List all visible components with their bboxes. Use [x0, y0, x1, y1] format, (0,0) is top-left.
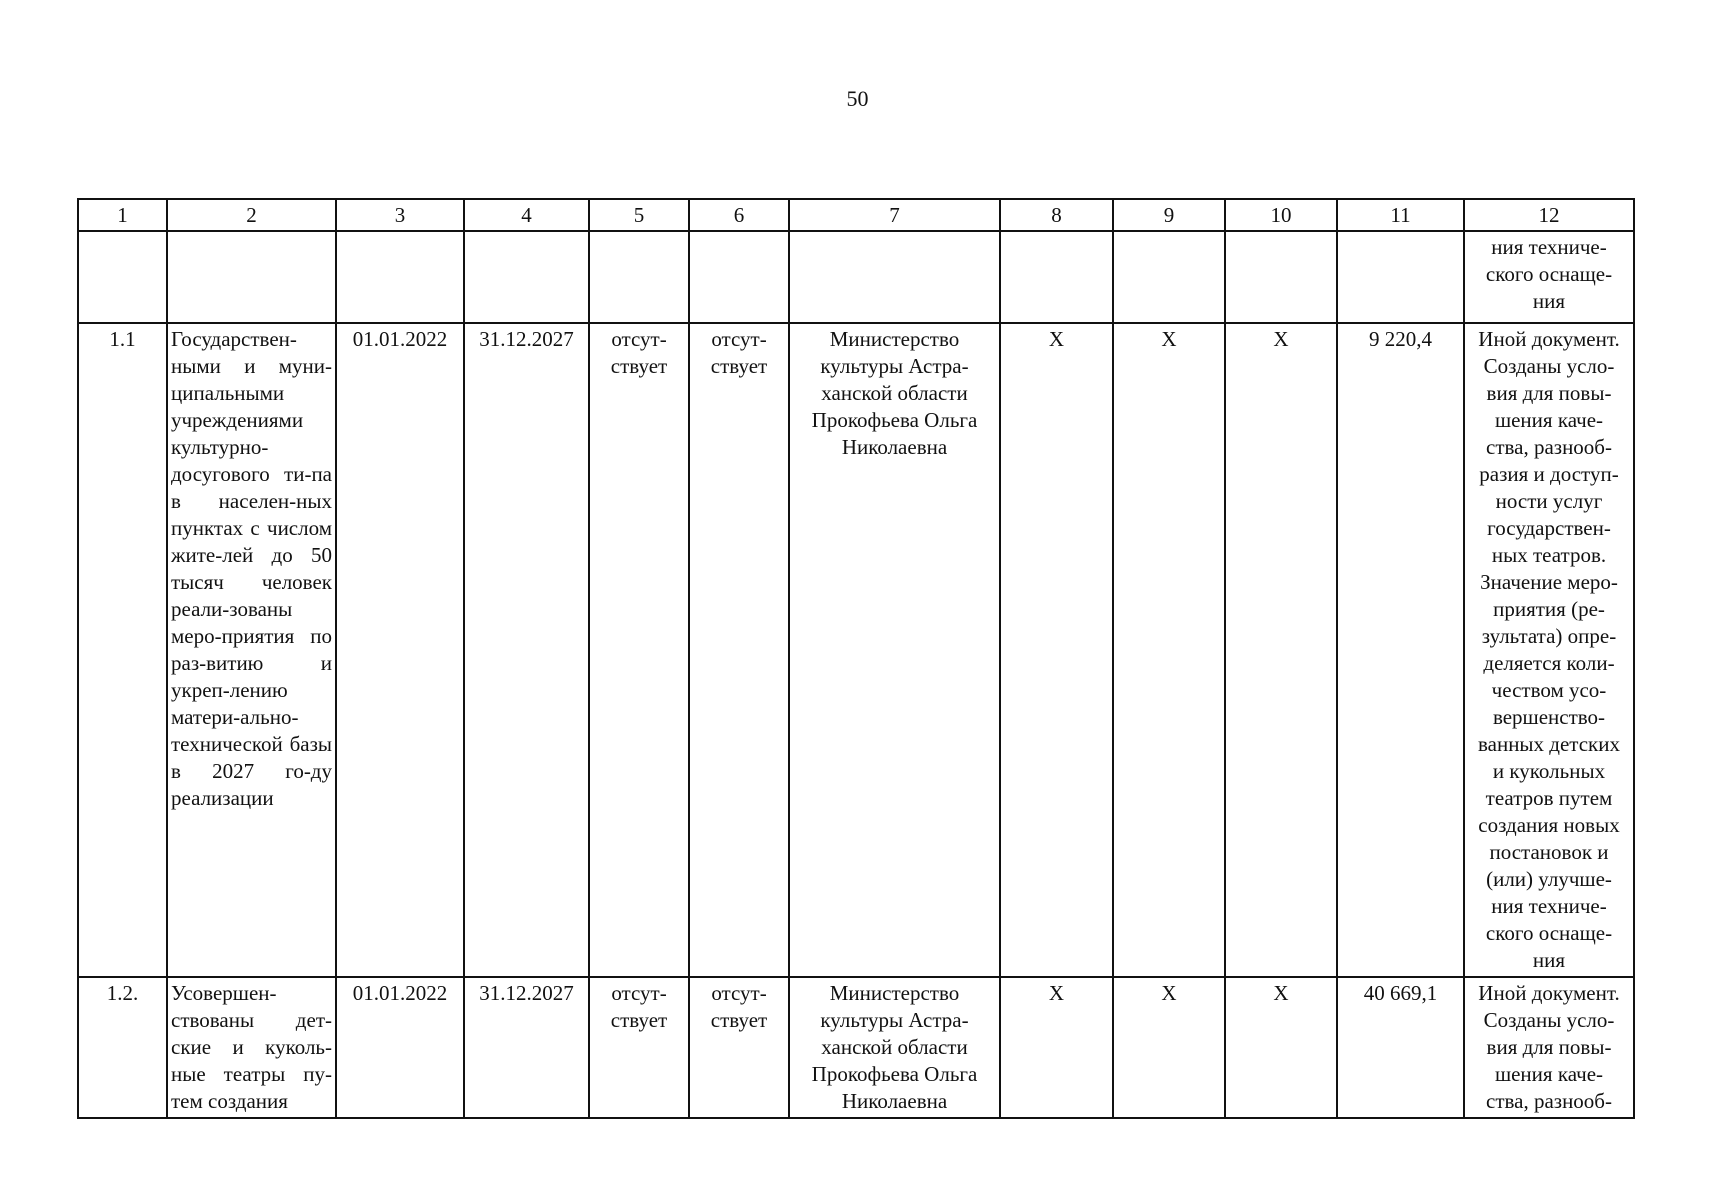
column-header: 8 [1000, 199, 1113, 231]
table-cell: отсут- ствует [689, 977, 789, 1118]
table-cell: Х [1000, 323, 1113, 977]
column-header: 4 [464, 199, 589, 231]
column-header: 10 [1225, 199, 1337, 231]
table-header-row [78, 199, 1634, 231]
end-date-cell: 31.12.2027 [464, 323, 589, 977]
column-header: 1 [78, 199, 167, 231]
column-header: 2 [167, 199, 336, 231]
result-description-cell: Иной документ. Созданы усло- вия для повы- шения каче- ства, разнооб- [1464, 977, 1634, 1118]
start-date-cell: 01.01.2022 [336, 977, 464, 1118]
responsible-cell: Министерство культуры Астра- ханской области Прокофьева Ольга Николаевна [789, 323, 1000, 977]
table-cell [1113, 231, 1225, 323]
item-number-cell: 1.2. [78, 977, 167, 1118]
item-name-cell: Усовершен-ствованы дет-ские и куколь-ные театры пу-тем создания [167, 977, 336, 1118]
column-header: 7 [789, 199, 1000, 231]
table-cell: Х [1000, 977, 1113, 1118]
result-description-cell: ния техниче- ского оснаще- ния [1464, 231, 1634, 323]
table-cell: Х [1113, 977, 1225, 1118]
table-cell [1337, 231, 1464, 323]
table-cell [78, 231, 167, 323]
item-name-cell: Государствен-ными и муни-ципальными учреждениями культурно-досугового ти-па в населен-ных пунктах с числом жите-лей до 50 тысяч человек реали-зованы меро-приятия по раз-витию и укреп-лению матери-ально-технической базы в 2027 го-ду реализации [167, 323, 336, 977]
column-header: 12 [1464, 199, 1634, 231]
table-cell: отсут- ствует [589, 323, 689, 977]
column-header: 3 [336, 199, 464, 231]
table-cell [336, 231, 464, 323]
amount-cell: 40 669,1 [1337, 977, 1464, 1118]
table-row [78, 323, 1634, 977]
amount-cell: 9 220,4 [1337, 323, 1464, 977]
table-cell [589, 231, 689, 323]
responsible-cell: Министерство культуры Астра- ханской области Прокофьева Ольга Николаевна [789, 977, 1000, 1118]
start-date-cell: 01.01.2022 [336, 323, 464, 977]
column-header: 5 [589, 199, 689, 231]
table-cell: Х [1113, 323, 1225, 977]
table-cell [167, 231, 336, 323]
result-description-cell: Иной документ. Созданы усло- вия для повы- шения каче- ства, разнооб- разия и доступ- ности услуг государствен- ных театров. Значение меро- приятия (ре- зультата) опре- деляется коли- чеством усо- вершенство- ванных детских и кукольных театров путем создания новых постановок и (или) улучше- ния техниче- ского оснаще- ния [1464, 323, 1634, 977]
table-cell: Х [1225, 323, 1337, 977]
page-number: 50 [846, 86, 869, 111]
table-cell [789, 231, 1000, 323]
table-row [78, 231, 1634, 323]
table-cell [689, 231, 789, 323]
table-cell [464, 231, 589, 323]
item-number-cell: 1.1 [78, 323, 167, 977]
table-row [78, 977, 1634, 1118]
table-cell [1000, 231, 1113, 323]
table-cell: отсут- ствует [689, 323, 789, 977]
document-table [77, 198, 1635, 1119]
column-header: 6 [689, 199, 789, 231]
column-header: 9 [1113, 199, 1225, 231]
end-date-cell: 31.12.2027 [464, 977, 589, 1118]
column-header: 11 [1337, 199, 1464, 231]
table-cell: отсут- ствует [589, 977, 689, 1118]
table-cell [1225, 231, 1337, 323]
table-cell: Х [1225, 977, 1337, 1118]
